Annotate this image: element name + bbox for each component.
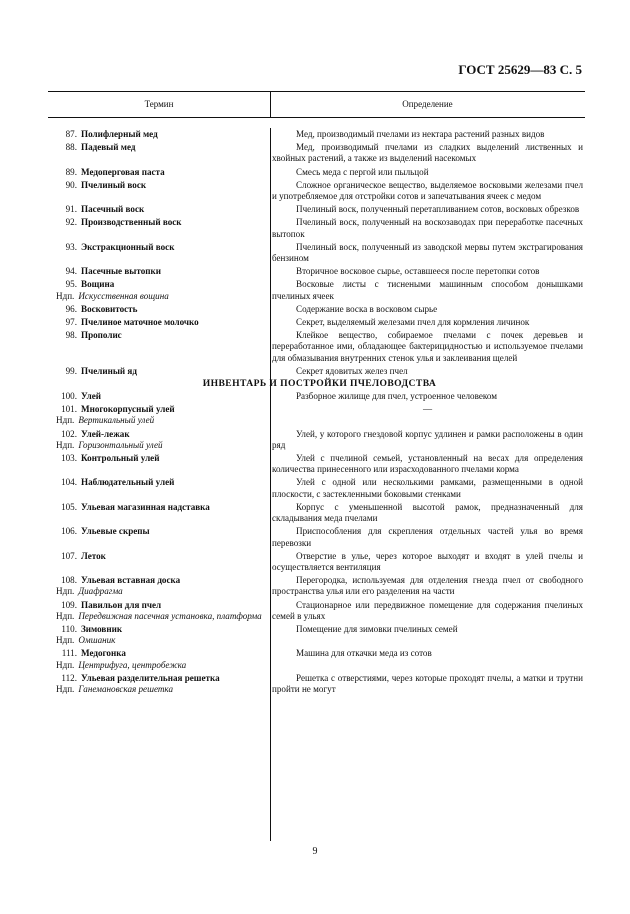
table-row (56, 167, 583, 178)
deprecated-term: Ганемановская решетка (78, 683, 174, 694)
table-top-rule (48, 91, 585, 92)
term-cell (56, 167, 270, 178)
term-name: Ульевая магазинная надставка (81, 501, 210, 512)
document-reference: ГОСТ 25629—83 С. 5 (458, 62, 582, 77)
term-number: 95. (65, 279, 77, 290)
term-cell (56, 317, 270, 328)
definition-cell: Улей, у которого гнездовой корпус удлинен и рамки расположены в один ряд (272, 428, 583, 450)
table-row (56, 600, 583, 622)
term-number: 93. (65, 241, 77, 252)
term-name: Медоперговая паста (81, 166, 165, 177)
table-row (56, 204, 583, 215)
ndp-label: Ндп. (56, 439, 75, 450)
term-name: Пчелиный воск (81, 179, 147, 190)
term-cell (56, 129, 270, 140)
table-row (56, 279, 583, 301)
term-cell (56, 575, 270, 597)
definition-cell: Улей с пчелиной семьей, установленный на весах для определения количества принесенного или израсходованного пчелами корма (272, 453, 583, 475)
term-cell (56, 279, 270, 301)
table-row (56, 551, 583, 573)
definition-cell: Приспособления для скрепления отдельных частей улья во время перевозки (272, 526, 583, 548)
term-number: 102. (61, 428, 77, 439)
term-cell (56, 673, 270, 695)
term-name: Пчелиный яд (81, 365, 137, 376)
term-number: 104. (61, 477, 77, 488)
table-row (56, 142, 583, 164)
term-number: 108. (61, 575, 77, 586)
term-cell (56, 429, 270, 451)
definition-cell: Восковые листы с тиснеными машинным способом донышками пчелиных ячеек (272, 279, 583, 301)
term-cell (56, 404, 270, 426)
header-column-divider (270, 91, 271, 117)
term-name: Ульевая разделительная решетка (81, 672, 220, 683)
table-row (56, 624, 583, 646)
definition-cell: Вторичное восковое сырье, оставшееся после перетопки сотов (296, 266, 540, 277)
term-number: 107. (61, 550, 77, 561)
definition-cell: Пчелиный воск, полученный на воскозаводах при переработке пасечных вытопок (272, 217, 583, 239)
terms-table-body (56, 129, 583, 695)
table-row (56, 429, 583, 451)
deprecated-term: Омшаник (78, 635, 116, 646)
definition-cell: Содержание воска в восковом сырье (296, 303, 438, 314)
definition-cell: Разборное жилище для пчел, устроенное человеком (296, 391, 497, 402)
table-row (56, 217, 583, 239)
section-title: ИНВЕНТАРЬ И ПОСТРОЙКИ ПЧЕЛОВОДСТВА (202, 378, 437, 390)
term-cell (56, 624, 270, 646)
definition-cell: Отверстие в улье, через которое выходят и входят в улей пчелы и осуществляется вентиляция (272, 550, 583, 572)
definition-cell: Мед, производимый пчелами из сладких выделений лиственных и хвойных растений, а также из выделений насекомых (272, 142, 583, 164)
term-name: Ульевые скрепы (81, 526, 150, 537)
term-cell (56, 477, 270, 499)
table-row (56, 502, 583, 524)
column-header-definition: Определение (402, 99, 453, 109)
term-number: 89. (65, 166, 77, 177)
term-number: 105. (61, 501, 77, 512)
term-number: 98. (65, 330, 77, 341)
term-cell (56, 330, 270, 364)
table-row (56, 317, 583, 328)
term-number: 88. (65, 142, 77, 153)
table-row (56, 242, 583, 264)
definition-cell: Решетка с отверстиями, через которые проходят пчелы, а матки и трутни пройти не могут (272, 672, 583, 694)
term-cell (56, 366, 270, 377)
term-name: Производственный воск (81, 217, 182, 228)
definition-cell: Смесь меда с пергой или пыльцой (296, 166, 429, 177)
term-name: Восковитость (81, 303, 138, 314)
term-name: Прополис (81, 330, 122, 341)
definition-cell: Помещение для зимовки пчелиных семей (296, 623, 458, 634)
deprecated-term: Центрифуга, центробежка (78, 659, 187, 670)
ndp-label: Ндп. (56, 610, 75, 621)
table-row (56, 129, 583, 140)
term-name: Зимовник (81, 623, 123, 634)
table-row (56, 366, 583, 377)
term-name: Леток (81, 550, 106, 561)
term-number: 109. (61, 599, 77, 610)
term-number: 100. (61, 391, 77, 402)
term-name: Наблюдательный улей (81, 477, 175, 488)
term-cell (56, 217, 270, 239)
term-number: 103. (61, 453, 77, 464)
ndp-label: Ндп. (56, 415, 75, 426)
deprecated-term: Диафрагма (78, 586, 123, 597)
definition-cell: Секрет ядовитых желез пчел (296, 365, 408, 376)
table-row (56, 575, 583, 597)
term-number: 110. (61, 623, 77, 634)
term-cell (56, 266, 270, 277)
term-cell (56, 600, 270, 622)
term-name: Контрольный улей (81, 453, 160, 464)
equipment-entries (56, 391, 583, 695)
term-name: Павильон для пчел (81, 599, 162, 610)
term-number: 97. (65, 317, 77, 328)
term-name: Пчелиное маточное молочко (81, 317, 199, 328)
definition-cell: — (422, 404, 433, 415)
table-row (56, 453, 583, 475)
term-name: Падевый мед (81, 142, 136, 153)
term-cell (56, 242, 270, 264)
ndp-label: Ндп. (56, 659, 75, 670)
definition-cell: Перегородка, используемая для отделения гнезда пчел от свободного пространства улья или его разделения на части (272, 575, 583, 597)
term-name: Пасечный воск (81, 204, 145, 215)
table-row (56, 304, 583, 315)
table-row (56, 404, 583, 426)
term-cell (56, 551, 270, 573)
deprecated-term: Вертикальный улей (78, 415, 155, 426)
term-number: 101. (61, 404, 77, 415)
table-row (56, 330, 583, 364)
term-cell (56, 453, 270, 475)
term-number: 90. (65, 179, 77, 190)
definition-cell: Корпус с уменьшенной высотой рамок, предназначенный для складывания меда пчелами (272, 501, 583, 524)
term-name: Вощина (81, 279, 115, 290)
page-number: 9 (312, 846, 318, 857)
table-row (56, 526, 583, 548)
term-cell (56, 526, 270, 548)
honey-wax-entries (56, 129, 583, 377)
ndp-label: Ндп. (56, 586, 75, 597)
term-name: Ульевая вставная доска (81, 575, 181, 586)
table-row (56, 673, 583, 695)
term-name: Экстракционный воск (81, 241, 175, 252)
definition-cell: Пчелиный воск, полученный перетапливанием сотов, восковых обрезков (296, 204, 580, 215)
table-row (56, 391, 583, 402)
term-name: Медогонка (81, 648, 126, 659)
term-number: 111. (61, 648, 77, 659)
term-name: Улей (81, 391, 102, 402)
deprecated-term: Искусственная вощина (78, 290, 169, 301)
definition-cell: Пчелиный воск, полученный из заводской мервы путем экстрагирования бензином (272, 241, 583, 264)
definition-cell: Клейкое вещество, собираемое пчелами с почек деревьев и переработанное ими, обладающее бактерицидностью и используемое пчелами для обмазывания внутренних стенок улья и заклеивания щелей (272, 330, 583, 363)
term-name: Полифлерный мед (81, 129, 158, 139)
ndp-label: Ндп. (56, 683, 75, 694)
definition-cell: Машина для откачки меда из сотов (296, 648, 432, 659)
term-number: 92. (65, 217, 77, 228)
term-cell (56, 391, 270, 402)
term-number: 96. (65, 303, 77, 314)
term-cell (56, 142, 270, 164)
definition-cell: Сложное органическое вещество, выделяемое восковыми железами пчел и употребляемое для отстройки сотов и запечатывания ячеек с медом (272, 179, 583, 202)
term-cell (56, 204, 270, 215)
term-name: Пасечные вытопки (81, 266, 161, 277)
term-cell (56, 304, 270, 315)
table-row (56, 180, 583, 202)
table-row (56, 648, 583, 670)
term-name: Многокорпусный улей (81, 404, 175, 415)
term-cell (56, 180, 270, 202)
term-number: 91. (65, 204, 77, 215)
definition-cell: Стационарное или передвижное помещение для содержания пчелиных семей в ульях (272, 599, 583, 621)
definition-cell: Секрет, выделяемый железами пчел для кормления личинок (296, 317, 530, 328)
ndp-label: Ндп. (56, 290, 75, 301)
ndp-label: Ндп. (56, 635, 75, 646)
term-cell (56, 502, 270, 524)
table-row (56, 266, 583, 277)
term-number: 112. (61, 672, 77, 683)
term-number: 99. (65, 365, 77, 376)
deprecated-term: Передвижная пасечная установка, платформа (78, 610, 262, 621)
term-number: 87. (65, 129, 77, 139)
deprecated-term: Горизонтальный улей (78, 439, 163, 450)
term-name: Улей-лежак (81, 428, 130, 439)
table-row (56, 477, 583, 499)
header-bottom-rule (48, 117, 585, 118)
term-number: 106. (61, 526, 77, 537)
definition-cell: Улей с одной или несколькими рамками, размещенными в одной плоскости, с застекленными боковыми стенками (272, 477, 583, 499)
definition-cell: Мед, производимый пчелами из нектара растений разных видов (296, 129, 545, 139)
column-header-term: Термин (144, 99, 174, 109)
term-number: 94. (65, 266, 77, 277)
term-cell (56, 648, 270, 670)
